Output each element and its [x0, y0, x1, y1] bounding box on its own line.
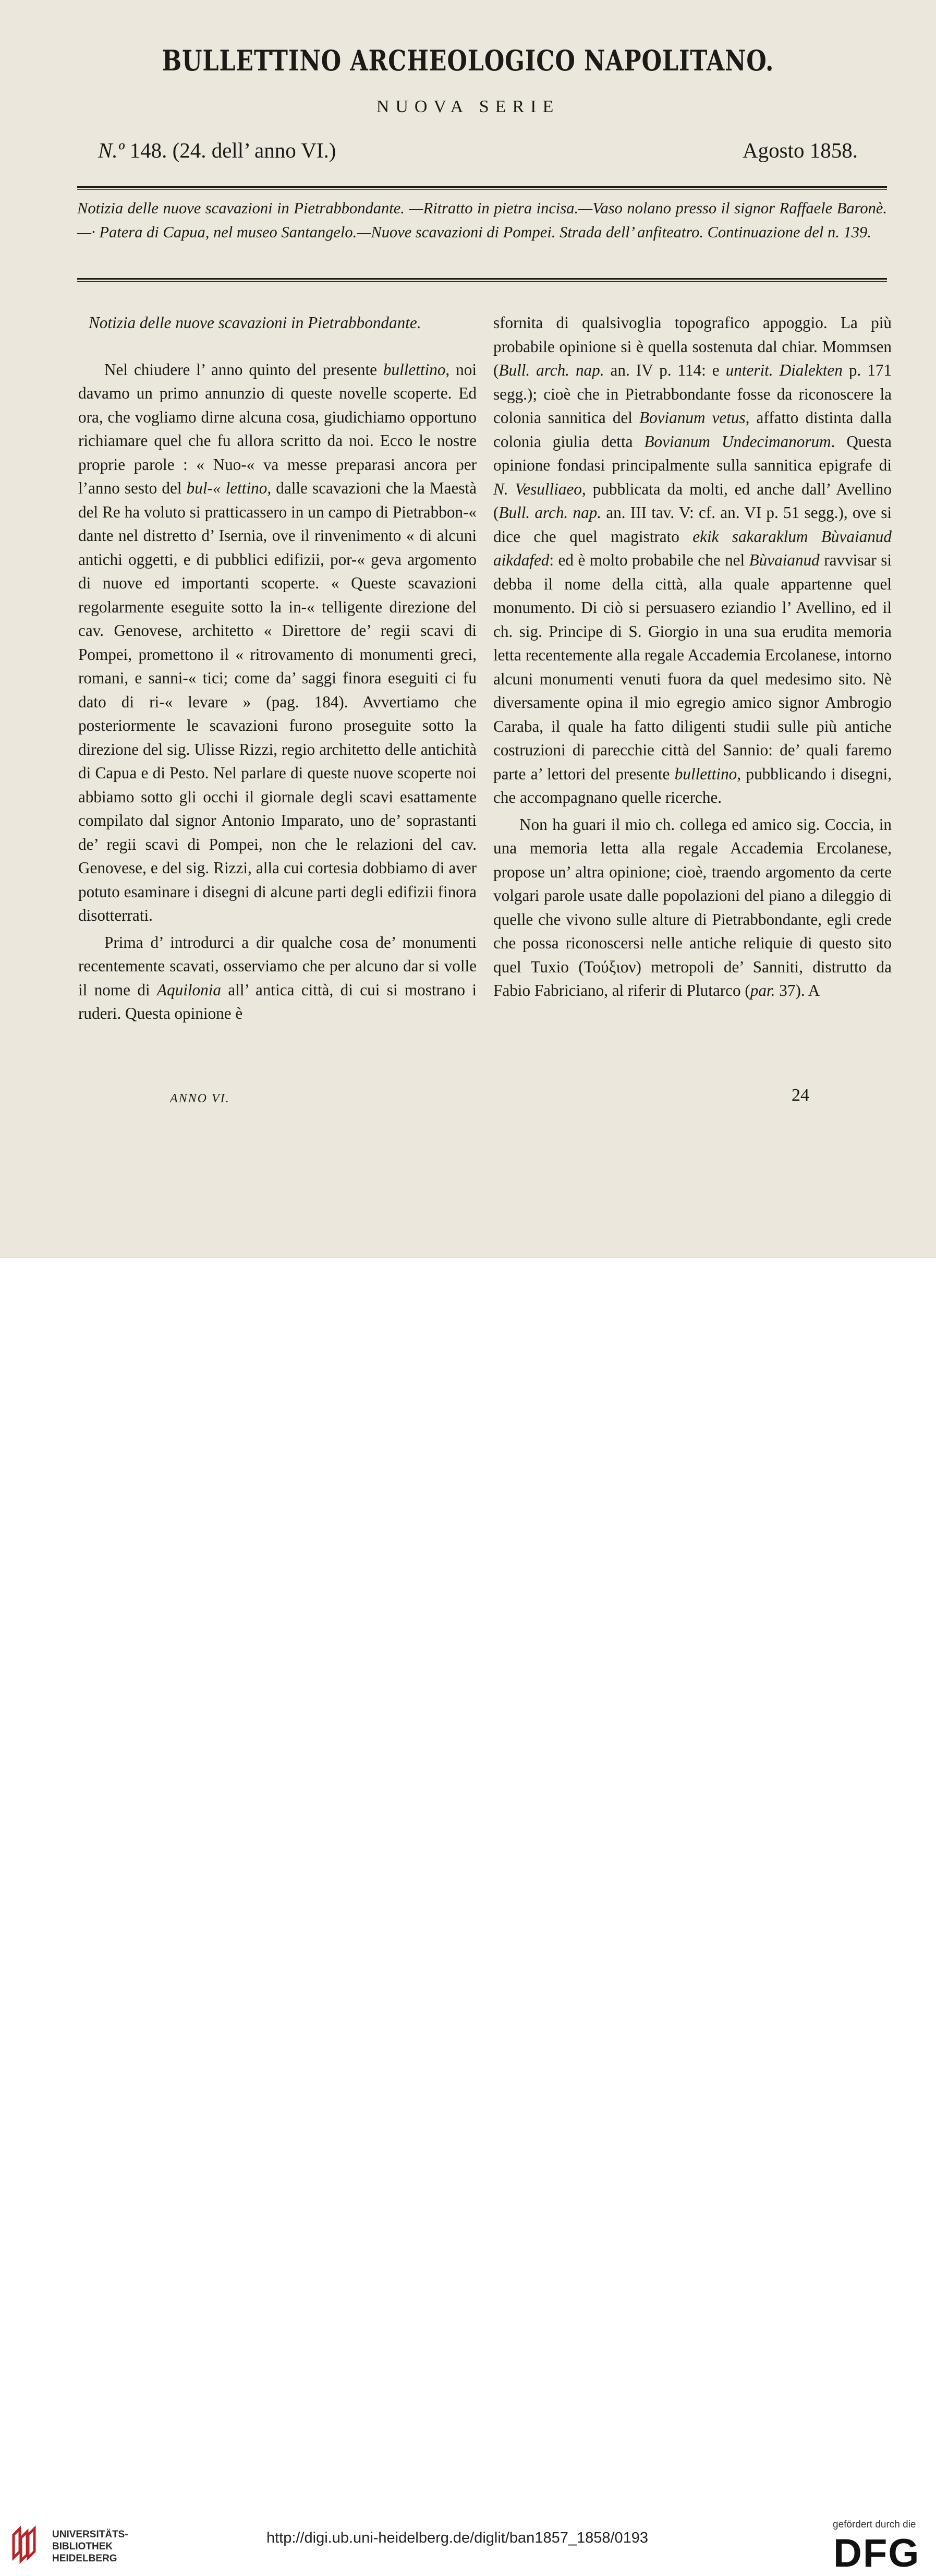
divider-bottom-thin — [77, 281, 887, 282]
table-of-contents: Notizia delle nuove scavazioni in Pietrabbondante. —Ritratto in pietra incisa.—Vaso nolano presso il signor Raffaele Baronè. —· Patera di Capua, nel museo Santangelo.—Nuove scavazioni di Pompei. Strada dell’ anfiteatro. Continuazione del n. 139. — [77, 199, 887, 241]
paragraph: sfornita di qualsivoglia topografico appoggio. La più probabile opinione si è quella sostenuta dal chiar. Mommsen (Bull. arch. nap. an. IV p. 114: e unterit. Dialekten p. 171 segg.); cioè che in Pietrabbondante fosse da riconoscere la colonia sannitica del Bovianum vetus, affatto distinta dalla colonia giulia detta Bovianum Undecimanorum. Questa opinione fondasi principalmente sulla sannitica epigrafe di N. Vesulliaeo, pubblicata da molti, ed anche dall’ Avellino (Bull. arch. nap. an. III tav. V: cf. an. VI p. 51 segg.), ove si dice che quel magistrato ekik sakaraklum Bùvaianud aikdafed: ed è molto probabile che nel Bùvaianud ravvisar si debba il nome della città, alla quale appartenne quel monumento. Di ciò si persuasero eziandio l’ Avellino, ed il ch. sig. Principe di S. Giorgio in una sua erudita memoria letta recentemente alla regale Accademia Ercolanese, intorno alcuni monumenti venuti fuora da quel medesimo sito. Nè diversamente opina il mio egregio amico signor Ambrogio Caraba, il quale ha fatto diligenti studii sulle più antiche costruzioni di parecchie città del Sannio: de’ quali faremo parte a’ lettori del presente bullettino, pubblicando i disegni, che accompagnano quelle ricerche. — [493, 314, 892, 806]
university-library-name: UNIVERSITÄTS- BIBLIOTHEK HEIDELBERG — [52, 2529, 128, 2564]
section-title: Notizia delle nuove scavazioni in Pietrabbondante. — [89, 314, 421, 332]
article-column-left — [78, 311, 477, 1026]
issue-date: Agosto 1858. — [743, 138, 858, 162]
issue-prefix: N.º — [98, 138, 125, 162]
divider-bottom — [77, 278, 887, 280]
issue-line — [98, 138, 336, 163]
page-footer-signature: 24 — [792, 1086, 809, 1105]
paragraph: Prima d’ introdurci a dir qualche cosa de’ monumenti recentemente scavati, osserviamo che per alcuno dar si volle il nome di Aquilonia all’ antica città, di cui si mostrano i ruderi. Questa opinione è — [78, 933, 477, 1022]
scanned-page — [0, 0, 936, 1257]
issue-year: (24. dell’ anno VI.) — [172, 138, 336, 162]
paragraph: Non ha guari il mio ch. collega ed amico sig. Coccia, in una memoria letta alla regale Accademia Ercolanese, propose un’ altra opinione; cioè, traendo argomento da certe volgari parole usate dalle popolazioni del piano a dileggio di quelle che vivono sulle alture di Pietrabbondante, egli crede che possa riconoscersi nelle antiche reliquie di questo sito quel Tuxio (Τούξιον) metropoli de’ Sanniti, distrutto da Fabio Fabriciano, al riferir di Plutarco (par. 37). A — [493, 815, 892, 1000]
article-column-right — [493, 311, 892, 1003]
viewer-footer-bar — [0, 1257, 936, 2575]
permalink-url[interactable]: http://digi.ub.uni-heidelberg.de/diglit/ban1857_1858/0193 — [266, 2530, 649, 2546]
divider-top-thin — [77, 189, 887, 190]
university-library-logo-icon[interactable] — [9, 2523, 51, 2565]
issue-number: 148. — [129, 138, 167, 162]
paragraph: Nel chiudere l’ anno quinto del presente bullettino, noi davamo un primo annunzio di queste novelle scoperte. Ed ora, che vogliamo dirne alcuna cosa, giudichiamo opportuno richiamare quel che fu allora scritto da noi. Ecco le nostre proprie parole : « Nuo-« va messe preparasi ancora per l’anno sesto del bul-« lettino, dalle scavazioni che la Maestà del Re ha voluto si pratticassero in un campo di Pietrabbon-« dante nel distretto d’ Isernia, ove il rinvenimento « di alcuni antichi oggetti, e di pubblici edifizii, por-« geva argomento di nuove ed importanti scoperte. « Queste scavazioni regolarmente eseguite sotto la in-« telligente direzione del cav. Genovese, architetto « Direttore de’ regii scavi di Pompei, promettono il « ritrovamento di monumenti greci, romani, e sanni-« tici; come da’ saggi finora eseguiti ci fu dato di ri-« levare » (pag. 184). Avvertiamo che posteriormente le scavazioni furono proseguite sotto la direzione del sig. Ulisse Rizzi, regio architetto delle antichità di Capua e di Pesto. Nel parlare di queste nuove scoperte noi abbiamo sotto gli occhi il giornale degli scavi esattamente compilato dal signor Antonio Imparato, uno de’ soprastanti de’ regii scavi di Pompei, non che le relazioni del cav. Genovese, e del sig. Rizzi, alla cui cortesia dobbiamo di aver potuto esaminare i disegni di alcune parti degli edifizii finora disotterrati. — [78, 360, 477, 924]
journal-title: BULLETTINO ARCHEOLOGICO NAPOLITANO. — [162, 44, 774, 77]
page-footer-volume: ANNO VI. — [170, 1092, 230, 1105]
dfg-logo[interactable]: DFG — [833, 2531, 920, 2575]
funding-note: gefördert durch die — [833, 2519, 916, 2530]
series-subtitle: NUOVA SERIE — [376, 97, 560, 116]
divider-top — [77, 186, 887, 188]
